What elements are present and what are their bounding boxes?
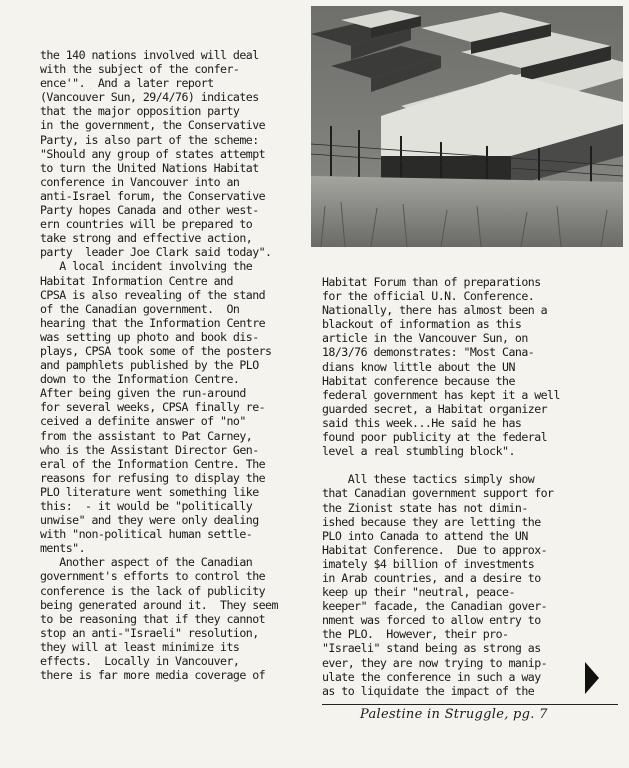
- text-line: keeper" facade, the Canadian gover-: [322, 599, 548, 614]
- text-line: anti-Israel forum, the Conservative: [40, 188, 266, 203]
- text-line: party leader Joe Clark said today".: [40, 245, 272, 260]
- text-line: dians know little about the UN: [322, 359, 515, 374]
- text-line: blackout of information as this: [322, 317, 522, 332]
- text-line: Party, is also part of the scheme:: [40, 132, 259, 147]
- text-line: conference is the lack of publicity: [40, 583, 266, 598]
- text-line: the PLO. However, their pro-: [322, 627, 509, 642]
- text-line: to turn the United Nations Habitat: [40, 160, 259, 175]
- text-line: the Zionist state has not dimin-: [322, 500, 528, 515]
- text-line: this: - it would be "politically: [40, 499, 253, 513]
- article-right-column: [322, 275, 622, 698]
- text-line: ments".: [40, 541, 86, 556]
- text-line: they will at least minimize its: [40, 639, 240, 654]
- text-line: hearing that the Information Centre: [40, 315, 266, 330]
- text-line: unwise" and they were only dealing: [40, 513, 259, 528]
- text-line: ulate the conference in such a way: [322, 669, 541, 684]
- text-line: PLO literature went something like: [40, 484, 259, 499]
- photo-drawing: [311, 6, 623, 247]
- text-line: ished because they are letting the: [322, 514, 541, 529]
- text-line: 18/3/76 demonstrates: "Most Cana-: [322, 345, 535, 360]
- text-line: said this week...He said he has: [322, 415, 522, 430]
- footer-rule: [322, 704, 618, 705]
- text-line: "Should any group of states attempt: [40, 146, 266, 161]
- text-line: All these tactics simply show: [322, 472, 535, 487]
- text-line: for the official U.N. Conference.: [322, 289, 535, 304]
- text-line: conference in Vancouver into an: [40, 174, 240, 189]
- page-footer: Palestine in Struggle, pg. 7: [360, 707, 548, 722]
- text-line: there is far more media coverage of: [40, 668, 266, 683]
- text-line: ever, they are now trying to manip-: [322, 655, 548, 670]
- text-line: [322, 458, 622, 472]
- barracks-camp-photo: [311, 6, 623, 247]
- text-line: in Arab countries, and a desire to: [322, 570, 541, 585]
- text-line: plays, CPSA took some of the posters: [40, 343, 272, 358]
- text-line: federal government has kept it a well: [322, 387, 560, 402]
- text-line: reasons for refusing to display the: [40, 470, 266, 485]
- text-line: government's efforts to control the: [40, 569, 266, 584]
- text-line: ern countries will be prepared to: [40, 217, 253, 232]
- text-line: take strong and effective action,: [40, 231, 253, 246]
- text-line: Another aspect of the Canadian: [40, 555, 253, 570]
- continue-arrow-icon: [585, 662, 599, 694]
- text-line: nment was forced to allow entry to: [322, 613, 541, 628]
- text-line: After being given the run-around: [40, 386, 246, 401]
- text-line: level a real stumbling block".: [322, 444, 515, 459]
- text-line: Habitat Forum than of preparations: [322, 275, 541, 289]
- text-line: was setting up photo and book dis-: [40, 329, 259, 344]
- text-line: with "non-political human settle-: [40, 527, 253, 542]
- text-line: imately $4 billion of investments: [322, 556, 535, 571]
- text-line: found poor publicity at the federal: [322, 430, 548, 445]
- text-line: Nationally, there has almost been a: [322, 303, 548, 318]
- article-left-column: [40, 48, 312, 682]
- text-line: of the Canadian government. On: [40, 301, 240, 316]
- text-line: effects. Locally in Vancouver,: [40, 654, 240, 669]
- text-line: eral of the Information Centre. The: [40, 456, 266, 471]
- text-line: "Israeli" stand being as strong as: [322, 641, 541, 656]
- text-line: A local incident involving the: [40, 259, 253, 274]
- text-line: the 140 nations involved will deal: [40, 48, 259, 62]
- text-line: Habitat Conference. Due to approx-: [322, 542, 548, 557]
- text-line: Party hopes Canada and other west-: [40, 203, 259, 218]
- text-line: Habitat Information Centre and: [40, 273, 233, 288]
- text-line: ence'". And a later report: [40, 76, 214, 91]
- text-line: with the subject of the confer-: [40, 62, 240, 77]
- text-line: who is the Assistant Director Gen-: [40, 442, 259, 457]
- text-line: ceived a definite answer of "no": [40, 414, 246, 429]
- text-line: keep up their "neutral, peace-: [322, 585, 515, 600]
- text-line: from the assistant to Pat Carney,: [40, 428, 253, 443]
- text-line: PLO into Canada to attend the UN: [322, 528, 528, 543]
- text-line: (Vancouver Sun, 29/4/76) indicates: [40, 90, 259, 105]
- text-line: that Canadian government support for: [322, 486, 554, 501]
- text-line: as to liquidate the impact of the: [322, 683, 535, 698]
- text-line: down to the Information Centre.: [40, 372, 240, 387]
- text-line: being generated around it. They seem: [40, 597, 278, 612]
- text-line: in the government, the Conservative: [40, 118, 266, 133]
- text-line: for several weeks, CPSA finally re-: [40, 400, 266, 415]
- text-line: to be reasoning that if they cannot: [40, 611, 266, 626]
- text-line: CPSA is also revealing of the stand: [40, 287, 266, 302]
- text-line: and pamphlets published by the PLO: [40, 358, 259, 373]
- text-line: stop an anti-"Israeli" resolution,: [40, 625, 259, 640]
- text-line: that the major opposition party: [40, 104, 240, 119]
- text-line: article in the Vancouver Sun, on: [322, 331, 528, 346]
- text-line: Habitat conference because the: [322, 373, 515, 388]
- text-line: guarded secret, a Habitat organizer: [322, 401, 548, 416]
